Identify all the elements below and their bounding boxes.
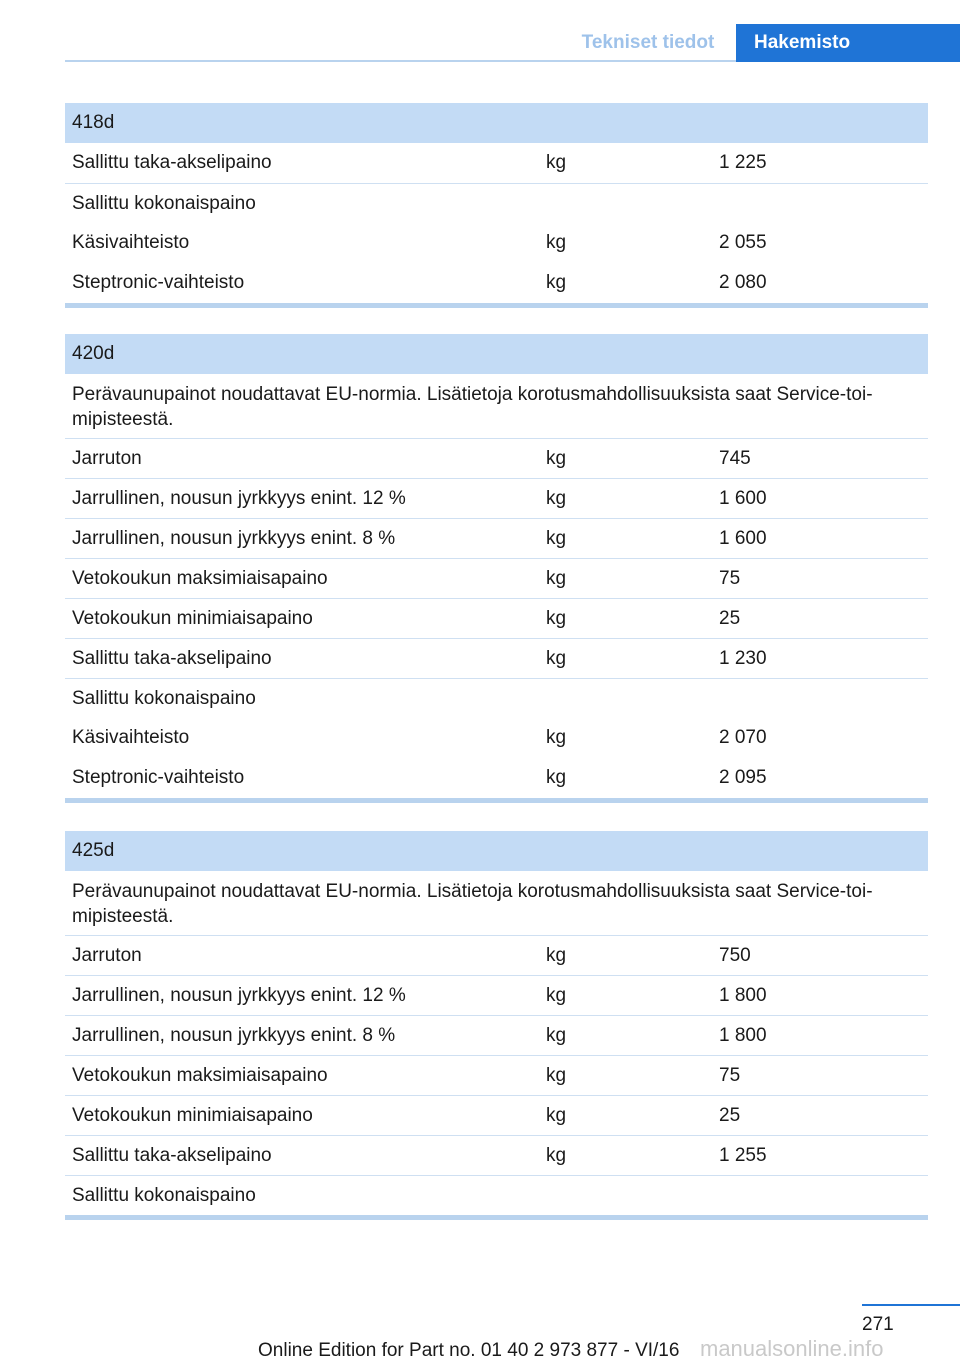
table-row: [65, 1095, 928, 1135]
row-unit: kg: [546, 648, 567, 669]
table-418d: [65, 103, 928, 308]
row-unit: kg: [546, 488, 567, 509]
row-label: Sallittu taka-akselipaino: [72, 1145, 272, 1166]
table-row: [65, 518, 928, 558]
row-label: Vetokoukun minimiaisapaino: [72, 1105, 313, 1126]
table-title: 418d: [65, 103, 928, 143]
row-label: Jarrullinen, nousun jyrkkyys enint. 12 %: [72, 985, 406, 1006]
row-label: Sallittu kokonaispaino: [72, 688, 256, 709]
table-title: 425d: [65, 831, 928, 871]
row-value: 25: [719, 608, 741, 629]
row-unit: kg: [546, 1065, 567, 1086]
row-label: Sallittu kokonaispaino: [72, 193, 256, 214]
row-value: 1 800: [719, 1025, 767, 1046]
table-row: [65, 223, 928, 263]
row-value: 1 600: [719, 528, 767, 549]
row-value: 2 070: [719, 727, 767, 748]
table-row: [65, 638, 928, 678]
table-row: [65, 1015, 928, 1055]
row-unit: kg: [546, 448, 567, 469]
row-unit: kg: [546, 767, 567, 788]
row-unit: kg: [546, 1025, 567, 1046]
table-row: [65, 1055, 928, 1095]
table-row: [65, 718, 928, 758]
table-note: Perävaunupainot noudattavat EU-normia. Lisätietoja korotusmahdollisuuksista saat Service-toimipisteestä.: [72, 881, 873, 927]
row-label: Sallittu kokonaispaino: [72, 1185, 256, 1206]
row-unit: kg: [546, 945, 567, 966]
row-label: Käsivaihteisto: [72, 232, 190, 253]
row-value: 2 055: [719, 232, 767, 253]
watermark: manualsonline.info: [700, 1336, 884, 1361]
row-unit: kg: [546, 985, 567, 1006]
tab-technical-data[interactable]: Tekniset tiedot: [581, 32, 715, 53]
table-row: [65, 1175, 928, 1215]
row-value: 2 080: [719, 272, 767, 293]
table-row: [65, 263, 928, 303]
row-unit: kg: [546, 1145, 567, 1166]
table-row: [65, 678, 928, 718]
tab-index[interactable]: Hakemisto: [736, 24, 960, 62]
row-unit: kg: [546, 727, 567, 748]
edition-footer: Online Edition for Part no. 01 40 2 973 877 - VI/16: [258, 1340, 680, 1361]
row-label: Steptronic-vaihteisto: [72, 767, 245, 788]
table-420d: [65, 334, 928, 803]
row-label: Jarruton: [72, 945, 142, 966]
row-value: 25: [719, 1105, 741, 1126]
table-title: 420d: [65, 334, 928, 374]
table-425d: [65, 831, 928, 1220]
row-value: 1 600: [719, 488, 767, 509]
row-label: Jarruton: [72, 448, 142, 469]
row-label: Steptronic-vaihteisto: [72, 272, 245, 293]
table-bottom-rule: [65, 1215, 928, 1220]
table-row: [65, 975, 928, 1015]
table-note-row: [65, 374, 928, 438]
row-value: 2 095: [719, 767, 767, 788]
table-row: [65, 183, 928, 223]
row-value: 1 230: [719, 648, 767, 669]
row-label: Vetokoukun maksimiaisapaino: [72, 1065, 328, 1086]
page-number: 271: [862, 1314, 894, 1335]
table-bottom-rule: [65, 303, 928, 308]
row-label: Jarrullinen, nousun jyrkkyys enint. 12 %: [72, 488, 406, 509]
row-unit: kg: [546, 1105, 567, 1126]
table-bottom-rule: [65, 798, 928, 803]
row-label: Sallittu taka-akselipaino: [72, 648, 272, 669]
row-label: Vetokoukun minimiaisapaino: [72, 608, 313, 629]
table-row: [65, 758, 928, 798]
row-label: Jarrullinen, nousun jyrkkyys enint. 8 %: [72, 528, 396, 549]
row-label: Sallittu taka-akselipaino: [72, 152, 272, 173]
row-value: 1 800: [719, 985, 767, 1006]
row-value: 75: [719, 568, 741, 589]
row-value: 750: [719, 945, 751, 966]
table-row: [65, 438, 928, 478]
row-unit: kg: [546, 528, 567, 549]
table-note-row: [65, 871, 928, 935]
table-row: [65, 935, 928, 975]
row-unit: kg: [546, 232, 567, 253]
table-row: [65, 598, 928, 638]
table-note: Perävaunupainot noudattavat EU-normia. Lisätietoja korotusmahdollisuuksista saat Service-toimipisteestä.: [72, 384, 873, 430]
table-row: [65, 558, 928, 598]
table-row: [65, 143, 928, 183]
row-label: Käsivaihteisto: [72, 727, 190, 748]
row-value: 1 255: [719, 1145, 767, 1166]
row-unit: kg: [546, 608, 567, 629]
row-label: Jarrullinen, nousun jyrkkyys enint. 8 %: [72, 1025, 396, 1046]
table-row: [65, 1135, 928, 1175]
row-value: 1 225: [719, 152, 767, 173]
table-row: [65, 478, 928, 518]
row-unit: kg: [546, 568, 567, 589]
row-value: 745: [719, 448, 751, 469]
page-number-rule: [862, 1304, 960, 1306]
row-unit: kg: [546, 152, 567, 173]
row-label: Vetokoukun maksimiaisapaino: [72, 568, 328, 589]
row-value: 75: [719, 1065, 741, 1086]
row-unit: kg: [546, 272, 567, 293]
